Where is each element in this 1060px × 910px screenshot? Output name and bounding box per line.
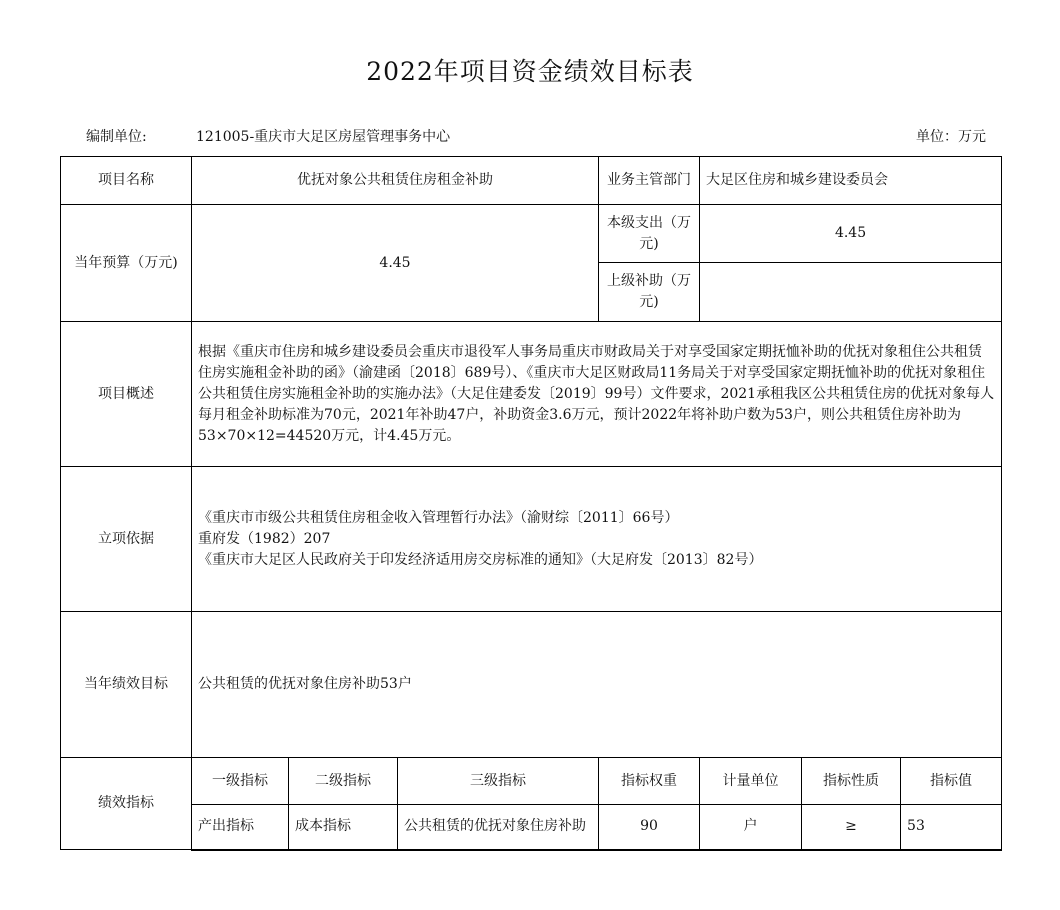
indicator-header: 三级指标: [398, 758, 599, 805]
indicator-header: 指标值: [901, 758, 1002, 805]
overview-label: 项目概述: [61, 322, 192, 467]
performance-table: [60, 156, 1002, 851]
measure-unit: 单位：万元: [916, 129, 986, 145]
page-title: 2022年项目资金绩效目标表: [366, 57, 694, 86]
overview-text: 根据《重庆市住房和城乡建设委员会重庆市退役军人事务局重庆市财政局关于对享受国家定期抚恤补助的优抚对象租住公共租赁住房实施租金补助的函》（渝建函〔2018〕689号）、《重庆市大足区财政局11务局关于对享受国家定期抚恤补助的优抚对象租住公共租赁住房实施租金补助的实施办法》（大足住建委发〔2019〕99号）文件要求，2021承租我区公共租赁住房的优抚对象每人每月租金补助标准为70元，2021年补助47户，补助资金3.6万元，预计2022年将补助户数为53户，则公共租赁住房补助为53×70×12=44520万元，计4.45万元。: [192, 322, 1002, 467]
indicator-cell: 产出指标: [192, 805, 289, 850]
budget-label: 当年预算（万元): [61, 205, 192, 322]
indicators-label: 绩效指标: [61, 758, 192, 850]
indicator-cell: ≥: [802, 805, 901, 850]
basis-line: 重府发（1982）207: [198, 530, 331, 547]
unit-label: 编制单位:: [86, 129, 147, 145]
own-expense-value: 4.45: [700, 205, 1002, 263]
indicator-cell: 53: [901, 805, 1002, 850]
upper-subsidy-label: 上级补助（万元): [599, 263, 700, 322]
unit-name: 121005-重庆市大足区房屋管理事务中心: [196, 129, 451, 145]
project-name: 优抚对象公共租赁住房租金补助: [192, 157, 599, 205]
indicator-header: 二级指标: [289, 758, 398, 805]
budget-value: 4.45: [192, 205, 599, 322]
goal-label: 当年绩效目标: [61, 612, 192, 758]
basis-text: [192, 467, 1002, 612]
basis-label: 立项依据: [61, 467, 192, 612]
indicator-cell: 90: [599, 805, 700, 850]
indicator-cell: 公共租赁的优抚对象住房补助: [398, 805, 599, 850]
indicator-cell: 成本指标: [289, 805, 398, 850]
indicator-header: 计量单位: [700, 758, 802, 805]
dept-label: 业务主管部门: [599, 157, 700, 205]
goal-text: 公共租赁的优抚对象住房补助53户: [192, 612, 1002, 758]
indicator-header: 指标权重: [599, 758, 700, 805]
own-expense-label: 本级支出（万元): [599, 205, 700, 263]
indicator-header: 指标性质: [802, 758, 901, 805]
indicator-cell: 户: [700, 805, 802, 850]
upper-subsidy-value: [700, 263, 1002, 322]
basis-line: 《重庆市市级公共租赁住房租金收入管理暂行办法》（渝财综〔2011〕66号）: [198, 509, 679, 526]
indicator-header: 一级指标: [192, 758, 289, 805]
basis-line: 《重庆市大足区人民政府关于印发经济适用房交房标准的通知》（大足府发〔2013〕82号）: [198, 551, 763, 568]
project-name-label: 项目名称: [61, 157, 192, 205]
dept-value: 大足区住房和城乡建设委员会: [700, 157, 1002, 205]
